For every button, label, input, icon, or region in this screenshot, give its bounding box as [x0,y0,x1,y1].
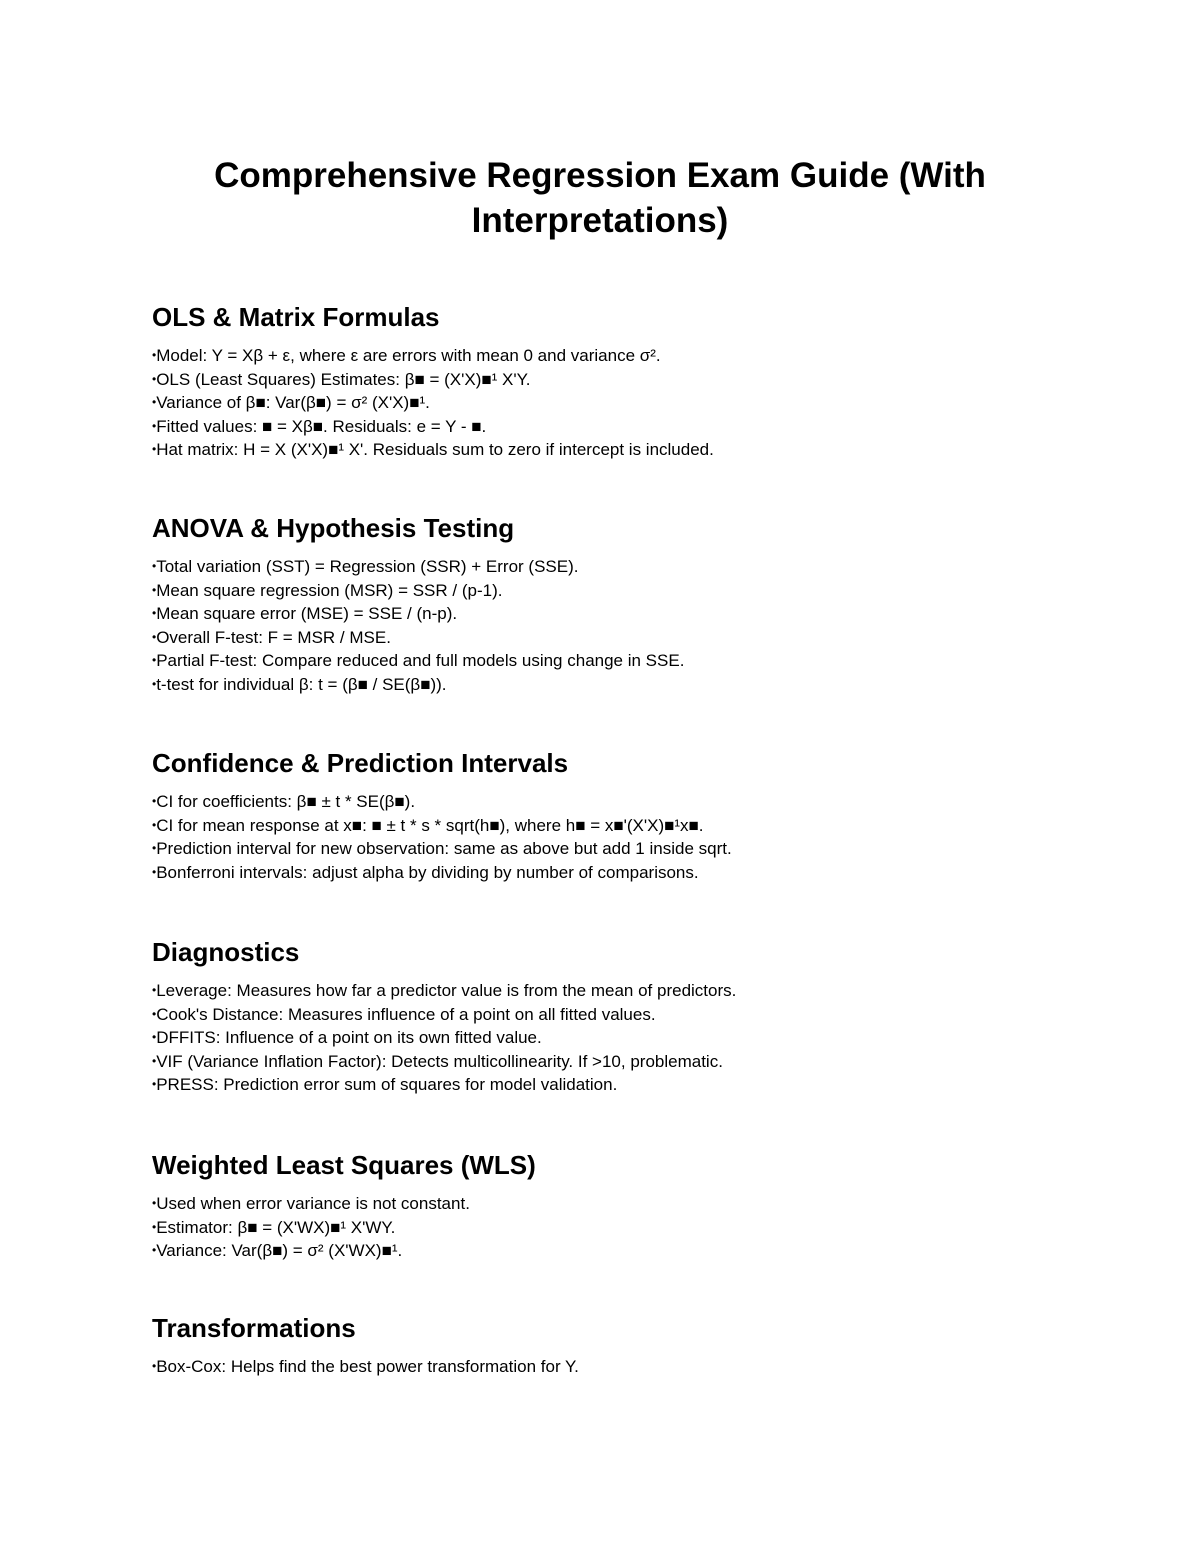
list-item: • Box-Cox: Helps find the best power transformation for Y. [152,1355,1052,1379]
bullet-list [152,979,1052,1097]
list-item: • CI for coefficients: β■ ± t * SE(β■). [152,790,1052,814]
section-heading: Confidence & Prediction Intervals [152,748,569,778]
section-heading: Diagnostics [152,937,300,967]
section-diagnostics [152,937,1052,1097]
list-item: • Variance: Var(β■) = σ² (X'WX)■¹. [152,1239,1052,1263]
list-item: • Total variation (SST) = Regression (SSR) + Error (SSE). [152,555,1052,579]
list-item: • t-test for individual β: t = (β■ / SE(β■)). [152,673,1052,697]
section-heading: Weighted Least Squares (WLS) [152,1150,536,1180]
list-item: • Overall F-test: F = MSR / MSE. [152,626,1052,650]
section-heading: Transformations [152,1313,356,1343]
list-item: • Model: Y = Xβ + ε, where ε are errors with mean 0 and variance σ². [152,344,1052,368]
bullet-list [152,344,1052,462]
list-item: • Prediction interval for new observation: same as above but add 1 inside sqrt. [152,837,1052,861]
list-item: • Bonferroni intervals: adjust alpha by dividing by number of comparisons. [152,861,1052,885]
bullet-list [152,790,1052,884]
list-item: • Used when error variance is not constant. [152,1192,1052,1216]
list-item: • VIF (Variance Inflation Factor): Detects multicollinearity. If >10, problematic. [152,1050,1052,1074]
section-ols-matrix-formulas [152,302,1052,462]
list-item: • PRESS: Prediction error sum of squares for model validation. [152,1073,1052,1097]
section-anova-hypothesis-testing [152,513,1052,697]
section-transformations [152,1313,1052,1379]
list-item: • OLS (Least Squares) Estimates: β■ = (X'X)■¹ X'Y. [152,368,1052,392]
document-title: Comprehensive Regression Exam Guide (With Interpretations) [214,156,986,240]
section-heading: ANOVA & Hypothesis Testing [152,513,515,543]
list-item: • CI for mean response at x■: ■ ± t * s * sqrt(h■), where h■ = x■'(X'X)■¹x■. [152,814,1052,838]
list-item: • Leverage: Measures how far a predictor value is from the mean of predictors. [152,979,1052,1003]
section-weighted-least-squares [152,1150,1052,1263]
section-confidence-prediction-intervals [152,748,1052,884]
bullet-list [152,1355,1052,1379]
list-item: • Estimator: β■ = (X'WX)■¹ X'WY. [152,1216,1052,1240]
list-item: • DFFITS: Influence of a point on its own fitted value. [152,1026,1052,1050]
list-item: • Mean square error (MSE) = SSE / (n-p). [152,602,1052,626]
bullet-list [152,1192,1052,1263]
list-item: • Variance of β■: Var(β■) = σ² (X'X)■¹. [152,391,1052,415]
section-heading: OLS & Matrix Formulas [152,302,440,332]
list-item: • Hat matrix: H = X (X'X)■¹ X'. Residuals sum to zero if intercept is included. [152,438,1052,462]
bullet-list [152,555,1052,697]
list-item: • Mean square regression (MSR) = SSR / (p-1). [152,579,1052,603]
list-item: • Partial F-test: Compare reduced and full models using change in SSE. [152,649,1052,673]
list-item: • Cook's Distance: Measures influence of a point on all fitted values. [152,1003,1052,1027]
list-item: • Fitted values: ■ = Xβ■. Residuals: e = Y - ■. [152,415,1052,439]
